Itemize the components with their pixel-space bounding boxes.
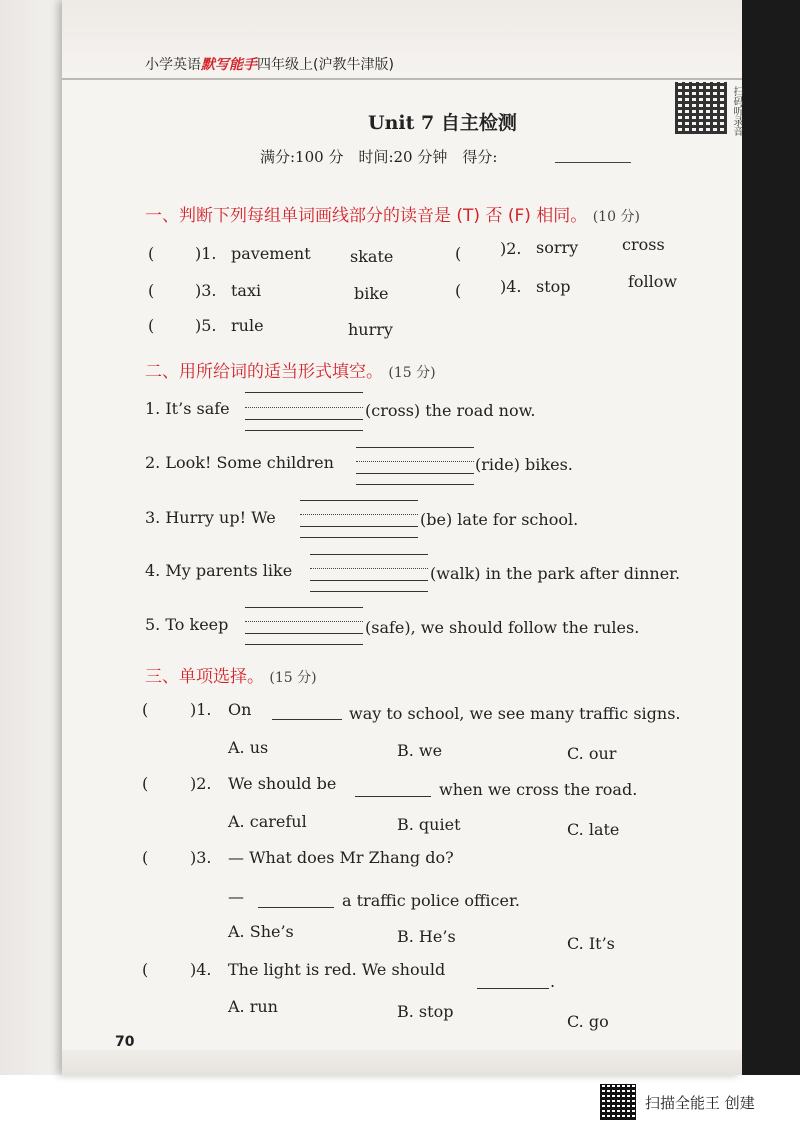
page-number: 70	[115, 1034, 135, 1050]
answer-blank[interactable]	[258, 907, 334, 908]
answer-paren: (	[142, 960, 149, 979]
answer-blank[interactable]	[310, 580, 428, 581]
answer-paren: (	[142, 774, 149, 793]
s1-item-1-num: )1.	[195, 244, 217, 263]
section2-heading	[145, 357, 436, 382]
fill-guide-line	[245, 430, 363, 431]
score-meta: 满分:100 分 时间:20 分钟 得分:	[260, 148, 498, 166]
answer-paren: (	[142, 700, 149, 719]
score-blank	[555, 162, 631, 163]
answer-paren: (	[455, 281, 462, 300]
book-title-brand: 默写能手	[201, 57, 257, 73]
section1-title: 一、判断下列每组单词画线部分的读音是 (T) 否 (F) 相同。	[145, 206, 588, 226]
section3-heading	[145, 662, 317, 687]
book-title-prefix: 小学英语	[145, 57, 201, 73]
s3-q2-option-a: A. careful	[228, 812, 307, 831]
s3-q2-option-b: B. quiet	[397, 815, 461, 834]
s1-item-3-word1: taxi	[231, 281, 262, 300]
fill-guide-line	[310, 568, 428, 569]
s1-item-2-num: )2.	[500, 239, 522, 258]
fill-guide-line	[310, 591, 428, 592]
s2-item-3-after: (be) late for school.	[420, 510, 579, 529]
answer-blank[interactable]	[245, 419, 363, 420]
header-rule	[62, 78, 742, 80]
fill-guide-line	[245, 392, 363, 393]
answer-blank[interactable]	[356, 473, 474, 474]
answer-paren: (	[455, 244, 462, 263]
s3-q1-num: )1.	[190, 700, 212, 719]
s2-item-2-after: (ride) bikes.	[475, 455, 573, 474]
answer-paren: (	[142, 848, 149, 867]
s1-item-3-word2: bike	[354, 284, 389, 303]
scanner-watermark: 扫描全能王 创建	[645, 1094, 755, 1112]
fill-guide-line	[356, 461, 474, 462]
s1-item-4-word2: follow	[628, 272, 678, 291]
qr-caption: 扫码听录音	[731, 86, 742, 136]
s2-item-4-after: (walk) in the park after dinner.	[430, 564, 681, 583]
s3-q3-line1: — What does Mr Zhang do?	[228, 848, 454, 867]
s3-q3-num: )3.	[190, 848, 212, 867]
fill-guide-line	[245, 644, 363, 645]
s3-q2-num: )2.	[190, 774, 212, 793]
page-right-edge	[742, 0, 800, 1075]
s1-item-5-word1: rule	[231, 316, 264, 335]
section1-heading	[145, 201, 640, 226]
section2-title: 二、用所给词的适当形式填空。	[145, 362, 383, 382]
s3-q3-option-a: A. She’s	[228, 922, 294, 941]
s1-item-3-num: )3.	[195, 281, 217, 300]
page-left-margin	[0, 0, 62, 1075]
s3-q1-text-a: On	[228, 700, 252, 719]
s1-item-1-word1: pavement	[231, 244, 311, 263]
section3-points: (15 分)	[269, 670, 317, 686]
s1-item-4-num: )4.	[500, 277, 522, 296]
s3-q1-option-a: A. us	[228, 738, 269, 757]
s2-item-2-before: 2. Look! Some children	[145, 453, 334, 472]
s3-q2-option-c: C. late	[567, 820, 620, 839]
book-title-suffix: 四年级上(沪教牛津版)	[257, 57, 394, 73]
s3-q4-option-a: A. run	[228, 997, 278, 1016]
answer-blank[interactable]	[245, 633, 363, 634]
s3-q1-option-b: B. we	[397, 741, 443, 760]
answer-paren: (	[148, 316, 155, 335]
answer-blank[interactable]	[272, 719, 342, 720]
fill-guide-line	[356, 484, 474, 485]
s1-item-5-word2: hurry	[348, 320, 393, 339]
scanner-qr-icon	[600, 1084, 636, 1120]
s3-q4-num: )4.	[190, 960, 212, 979]
section3-title: 三、单项选择。	[145, 667, 264, 687]
s3-q4-option-b: B. stop	[397, 1002, 454, 1021]
s3-q3-option-c: C. It’s	[567, 934, 615, 953]
s1-item-2-word2: cross	[622, 235, 665, 254]
s3-q4-end: .	[550, 972, 556, 991]
section2-points: (15 分)	[388, 365, 436, 381]
fill-guide-line	[310, 554, 428, 555]
s3-q3-dash: —	[228, 887, 244, 906]
s2-item-1-after: (cross) the road now.	[365, 401, 536, 420]
s2-item-5-before: 5. To keep	[145, 615, 229, 634]
fill-guide-line	[300, 500, 418, 501]
answer-paren: (	[148, 244, 155, 263]
s3-q2-text-a: We should be	[228, 774, 337, 793]
s3-q4-text-a: The light is red. We should	[228, 960, 446, 979]
answer-paren: (	[148, 281, 155, 300]
qr-code-icon	[675, 82, 727, 134]
fill-guide-line	[245, 607, 363, 608]
s3-q1-text-b: way to school, we see many traffic signs.	[349, 704, 681, 723]
fill-guide-line	[300, 537, 418, 538]
s2-item-5-after: (safe), we should follow the rules.	[365, 618, 640, 637]
fill-guide-line	[300, 514, 418, 515]
s2-item-1-before: 1. It’s safe	[145, 399, 230, 418]
page-title: Unit 7 自主检测	[368, 112, 517, 134]
s3-q2-text-b: when we cross the road.	[439, 780, 638, 799]
page-footer-band	[62, 1050, 742, 1075]
s1-item-1-word2: skate	[350, 247, 394, 266]
s3-q4-option-c: C. go	[567, 1012, 609, 1031]
s3-q3-text-b: a traffic police officer.	[342, 891, 520, 910]
answer-blank[interactable]	[477, 988, 549, 989]
fill-guide-line	[356, 447, 474, 448]
s2-item-4-before: 4. My parents like	[145, 561, 293, 580]
s3-q1-option-c: C. our	[567, 744, 617, 763]
s2-item-3-before: 3. Hurry up! We	[145, 508, 276, 527]
s3-q3-option-b: B. He’s	[397, 927, 456, 946]
book-title	[145, 54, 394, 74]
answer-blank[interactable]	[300, 526, 418, 527]
s1-item-5-num: )5.	[195, 316, 217, 335]
section1-points: (10 分)	[592, 209, 640, 225]
answer-blank[interactable]	[355, 796, 431, 797]
s1-item-4-word1: stop	[536, 277, 571, 296]
fill-guide-line	[245, 621, 363, 622]
fill-guide-line	[245, 407, 363, 408]
s1-item-2-word1: sorry	[536, 238, 579, 257]
